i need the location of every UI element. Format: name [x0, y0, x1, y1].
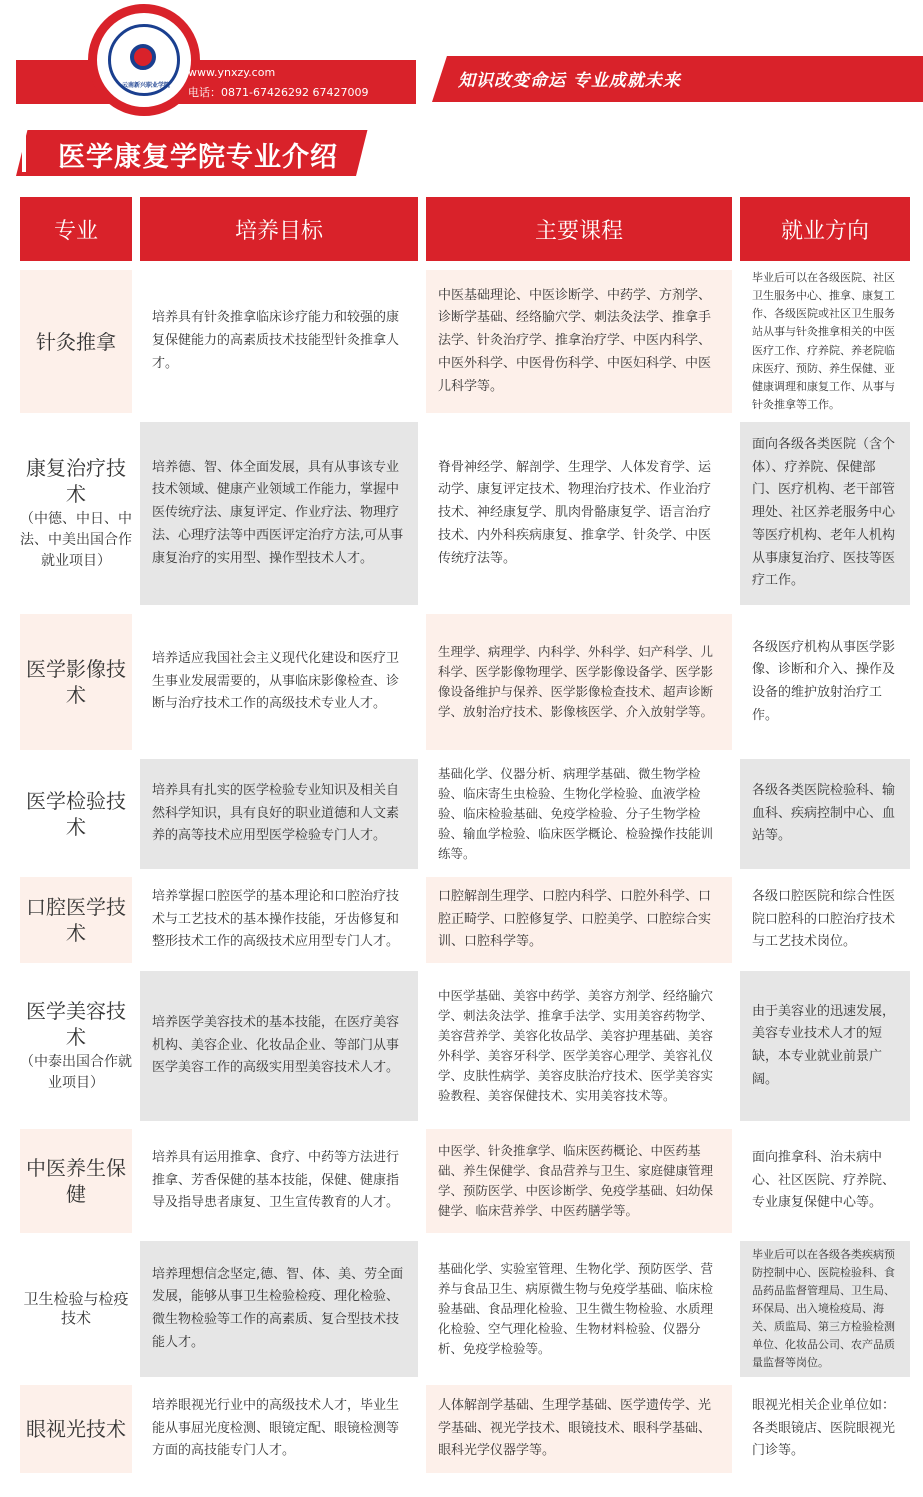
major-name: 康复治疗技术: [26, 456, 126, 506]
major-name: 中医养生保健: [26, 1156, 126, 1206]
table-row-major: [20, 877, 132, 963]
table-row-goal: 培养眼视光行业中的高级技术人才，毕业生能从事屈光度检测、眼镜定配、眼镜检测等方面的高技能专门人才。: [140, 1385, 418, 1473]
major-name: 卫生检验与检疫技术: [23, 1289, 129, 1327]
table-row-courses: 基础化学、实验室管理、生物化学、预防医学、营养与食品卫生、病原微生物与免疫学基础、临床检验基础、食品理化检验、卫生微生物检验、水质理化检验、空气理化检验、生物材料检验、仪器分析、免疫学检验等。: [426, 1241, 732, 1377]
table-row-career: 由于美容业的迅速发展，美容专业技术人才的短缺，本专业就业前景广阔。: [740, 971, 910, 1121]
column-header-goal: 培养目标: [140, 197, 418, 261]
table-row-career: 毕业后可以在各级各类疾病预防控制中心、医院检验科、食品药品监督管理局、卫生局、环保局、出入境检疫局、海关、质监局、第三方检验检测单位、化妆品公司、农产品质量监督等岗位。: [740, 1241, 910, 1377]
table-row-courses: 口腔解剖生理学、口腔内科学、口腔外科学、口腔正畸学、口腔修复学、口腔美学、口腔综合实训、口腔科学等。: [426, 877, 732, 963]
phone-number: 电话：0871-67426292 67427009: [188, 86, 369, 99]
logo-text: 云南新兴职业学院: [121, 82, 170, 89]
major-name: 眼视光技术: [26, 1417, 126, 1441]
table-row-goal: 培养医学美容技术的基本技能，在医疗美容机构、美容企业、化妆品企业、等部门从事医学美容工作的高级实用型美容技术人才。: [140, 971, 418, 1121]
major-name: 针灸推拿: [36, 329, 116, 354]
website-link[interactable]: www.ynxzy.com: [188, 66, 276, 79]
column-header-major: 专业: [20, 197, 132, 261]
major-note: （中泰出国合作就业项目）: [20, 1054, 132, 1091]
table-row-major: [20, 1129, 132, 1233]
column-header-courses: 主要课程: [426, 197, 732, 261]
table-row-goal: 培养掌握口腔医学的基本理论和口腔治疗技术与工艺技术的基本操作技能，牙齿修复和整形技术工作的高级技术应用型专门人才。: [140, 877, 418, 963]
logo-emblem-icon: [130, 44, 156, 70]
section-title-accent: [22, 134, 26, 172]
major-note: （中德、中日、中法、中美出国合作就业项目）: [20, 511, 132, 569]
table-row-career: 面向推拿科、治未病中心、社区医院、疗养院、专业康复保健中心等。: [740, 1129, 910, 1233]
table-row-goal: 培养具有运用推拿、食疗、中药等方法进行推拿、芳香保健的基本技能，保健、健康指导及指导患者康复、卫生宣传教育的人才。: [140, 1129, 418, 1233]
table-row-major: [20, 1241, 132, 1377]
table-row-courses: 人体解剖学基础、生理学基础、医学遗传学、光学基础、视光学技术、眼镜技术、眼科学基础、眼科光学仪器学等。: [426, 1385, 732, 1473]
table-row-career: 眼视光相关企业单位如：各类眼镜店、医院眼视光门诊等。: [740, 1385, 910, 1473]
table-row-career: 各级各类医院检验科、输血科、疾病控制中心、血站等。: [740, 759, 910, 869]
table-row-goal: 培养德、智、体全面发展，具有从事该专业技术领域、健康产业领域工作能力，掌握中医传统疗法、康复评定、作业疗法、物理疗法、心理疗法等中西医评定治疗方法,可从事康复治疗的实用型、操作型技术人才。: [140, 422, 418, 605]
table-row-courses: 基础化学、仪器分析、病理学基础、微生物学检验、临床寄生虫检验、生物化学检验、血液学检验、临床检验基础、免疫学检验、分子生物学检验、输血学检验、临床医学概论、检验操作技能训练等。: [426, 759, 732, 869]
table-row-courses: 生理学、病理学、内科学、外科学、妇产科学、儿科学、医学影像物理学、医学影像设备学、医学影像设备维护与保养、医学影像检查技术、超声诊断学、放射治疗技术、影像核医学、介入放射学等。: [426, 614, 732, 750]
table-row-major: [20, 614, 132, 750]
table-row-goal: 培养理想信念坚定,德、智、体、美、劳全面发展，能够从事卫生检验检疫、理化检验、微生物检验等工作的高素质、复合型技术技能人才。: [140, 1241, 418, 1377]
table-row-major: [20, 270, 132, 413]
table-row-goal: 培养具有扎实的医学检验专业知识及相关自然科学知识，具有良好的职业道德和人文素养的高等技术应用型医学检验专门人才。: [140, 759, 418, 869]
major-name: 医学美容技术: [26, 999, 126, 1049]
table-row-career: 面向各级各类医院（含个体）、疗养院、保健部门、医疗机构、老干部管理处、社区养老服务中心等医疗机构、老年人机构从事康复治疗、医技等医疗工作。: [740, 422, 910, 605]
table-row-career: 毕业后可以在各级医院、社区卫生服务中心、推拿、康复工作、各级医院或社区卫生服务站从事与针灸推拿相关的中医医疗工作、疗养院、养老院临床医疗、预防、养生保健、亚健康调理和康复工作、从事与针灸推拿等工作。: [740, 270, 910, 413]
table-row-major: [20, 759, 132, 869]
table-row-courses: 中医学、针灸推拿学、临床医药概论、中医药基础、养生保健学、食品营养与卫生、家庭健康管理学、预防医学、中医诊断学、免疫学基础、妇幼保健学、临床营养学、中医药膳学等。: [426, 1129, 732, 1233]
major-name: 医学检验技术: [26, 789, 126, 839]
page-title: 医学康复学院专业介绍: [58, 142, 338, 173]
column-header-career: 就业方向: [740, 197, 910, 261]
table-row-goal: 培养具有针灸推拿临床诊疗能力和较强的康复保健能力的高素质技术技能型针灸推拿人才。: [140, 270, 418, 413]
slogan: 知识改变命运 专业成就未来: [458, 71, 681, 91]
major-name: 口腔医学技术: [26, 895, 126, 945]
table-row-career: 各级口腔医院和综合性医院口腔科的口腔治疗技术与工艺技术岗位。: [740, 877, 910, 963]
table-row-major: [20, 971, 132, 1121]
table-row-career: 各级医疗机构从事医学影像、诊断和介入、操作及设备的维护放射治疗工作。: [740, 614, 910, 750]
major-name: 医学影像技术: [26, 657, 126, 707]
table-row-courses: 脊骨神经学、解剖学、生理学、人体发育学、运动学、康复评定技术、物理治疗技术、作业治疗技术、神经康复学、肌肉骨骼康复学、语言治疗技术、内外科疾病康复、推拿学、针灸学、中医传统疗法等。: [426, 422, 732, 605]
table-row-courses: 中医基础理论、中医诊断学、中药学、方剂学、诊断学基础、经络腧穴学、刺法灸法学、推拿手法学、针灸治疗学、推拿治疗学、中医内科学、中医外科学、中医骨伤科学、中医妇科学、中医儿科学等。: [426, 270, 732, 413]
table-row-major: [20, 422, 132, 605]
table-row-major: [20, 1385, 132, 1473]
table-row-goal: 培养适应我国社会主义现代化建设和医疗卫生事业发展需要的，从事临床影像检查、诊断与治疗技术工作的高级技术专业人才。: [140, 614, 418, 750]
table-row-courses: 中医学基础、美容中药学、美容方剂学、经络腧穴学、刺法灸法学、推拿手法学、实用美容药物学、美容营养学、美容化妆品学、美容护理基础、美容外科学、美容牙科学、医学美容心理学、美容礼仪学、皮肤性病学、美容皮肤治疗技术、医学美容实验教程、美容保健技术、实用美容技术等。: [426, 971, 732, 1121]
